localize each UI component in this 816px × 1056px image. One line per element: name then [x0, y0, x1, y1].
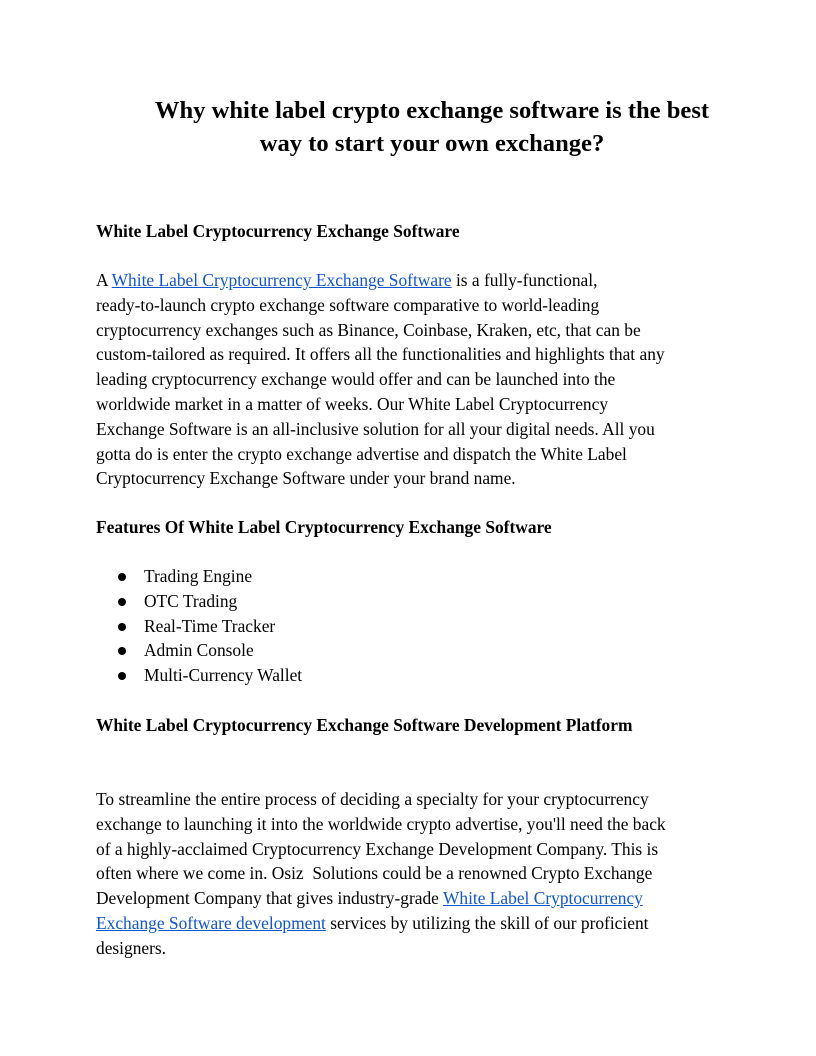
paragraph-line: of a highly-acclaimed Cryptocurrency Exchange Development Company. This is — [96, 838, 659, 859]
paragraph-line: exchange to launching it into the worldwide crypto advertise, you'll need the back — [96, 813, 666, 834]
paragraph-text: Development Company that gives industry-grade — [96, 888, 443, 909]
paragraph-text: services by utilizing the skill of our proficient — [325, 912, 649, 933]
bullet-icon — [118, 598, 126, 606]
list-item — [96, 638, 302, 663]
feature-label: Real-Time Tracker — [144, 615, 276, 636]
paragraph-line: gotta do is enter the crypto exchange advertise and dispatch the White Label — [96, 443, 627, 464]
paragraph-line: Exchange Software is an all-inclusive solution for all your digital needs. All you — [96, 418, 655, 439]
paragraph-line: ready-to-launch crypto exchange software comparative to world-leading — [96, 294, 600, 315]
paragraph-line — [96, 268, 736, 293]
paragraph-line: cryptocurrency exchanges such as Binance, Coinbase, Kraken, etc, that can be — [96, 319, 641, 340]
paragraph-line — [96, 911, 736, 936]
features-list — [96, 564, 302, 688]
bullet-icon — [118, 647, 126, 655]
list-item — [96, 614, 302, 639]
title-line-2: way to start your own exchange? — [259, 130, 605, 157]
page-title — [96, 94, 768, 160]
feature-label: Multi-Currency Wallet — [144, 665, 303, 686]
feature-label: Trading Engine — [144, 566, 253, 586]
development-link-part-1[interactable]: White Label Cryptocurrency — [442, 888, 643, 909]
paragraph-text: is a fully-functional, — [451, 270, 598, 290]
paragraph-text: A — [96, 270, 112, 290]
section-heading-features: Features Of White Label Cryptocurrency Exchange Software — [96, 517, 552, 537]
paragraph-line: Cryptocurrency Exchange Software under your brand name. — [96, 468, 516, 489]
paragraph-line: often where we come in. Osiz Solutions could be a renowned Crypto Exchange — [96, 863, 653, 884]
feature-label: OTC Trading — [144, 590, 238, 611]
title-line-1: Why white label crypto exchange software is the best — [154, 97, 710, 124]
section-heading-overview: White Label Cryptocurrency Exchange Software — [96, 221, 460, 241]
paragraph-line: custom-tailored as required. It offers all the functionalities and highlights that any — [96, 344, 665, 365]
development-link-part-2[interactable]: Exchange Software development — [96, 912, 326, 933]
list-item — [96, 663, 302, 688]
bullet-icon — [118, 623, 126, 631]
white-label-software-link[interactable]: White Label Cryptocurrency Exchange Software — [111, 270, 452, 290]
feature-label: Admin Console — [144, 640, 254, 661]
list-item — [96, 589, 302, 614]
platform-paragraph — [96, 787, 736, 961]
paragraph-line: leading cryptocurrency exchange would offer and can be launched into the — [96, 369, 616, 390]
bullet-icon — [118, 672, 126, 680]
list-item — [96, 564, 302, 589]
paragraph-line — [96, 886, 736, 911]
paragraph-line: worldwide market in a matter of weeks. Our White Label Cryptocurrency — [96, 393, 609, 414]
paragraph-line: To streamline the entire process of deciding a specialty for your cryptocurrency — [96, 789, 649, 809]
bullet-icon — [118, 573, 126, 581]
section-heading-platform: White Label Cryptocurrency Exchange Software Development Platform — [96, 715, 633, 735]
overview-paragraph — [96, 268, 736, 491]
paragraph-line: designers. — [96, 937, 167, 958]
